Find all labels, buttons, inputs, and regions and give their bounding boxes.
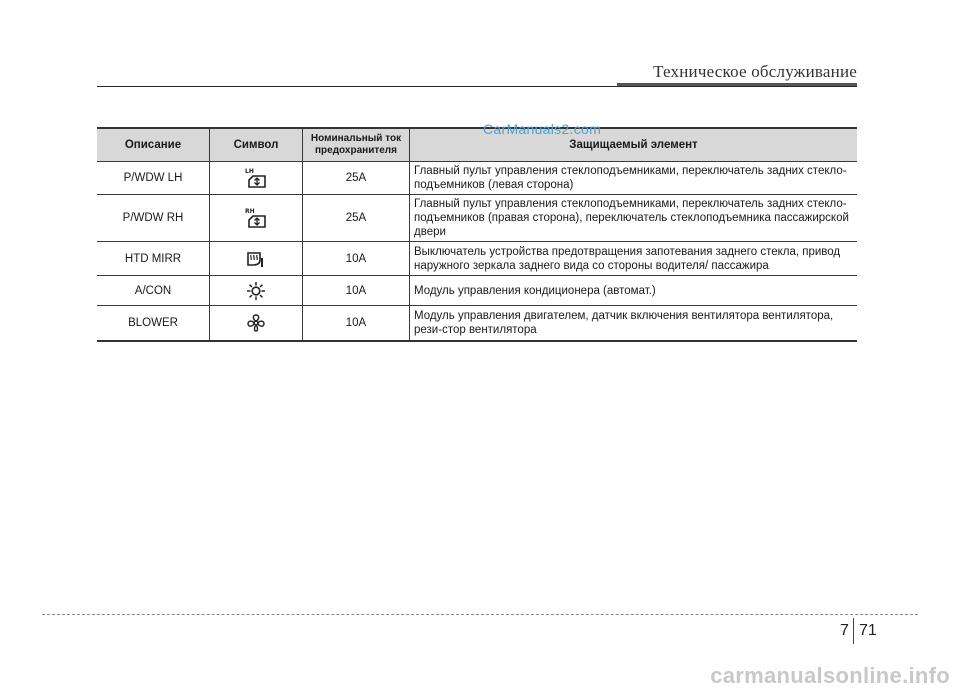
row-element: Модуль управления кондиционера (автомат.) xyxy=(410,276,858,306)
page-number: 71 xyxy=(859,622,877,639)
table-row xyxy=(97,195,857,242)
row-element: Главный пульт управления стеклоподъемниками, переключатель задних стекло-подъемников (левая сторона) xyxy=(410,162,858,195)
row-element: Выключатель устройства предотвращения запотевания заднего стекла, привод наружного зеркала заднего вида со стороны водителя/ пассажира xyxy=(410,242,858,276)
row-rating: 25A xyxy=(303,162,410,195)
header-rating xyxy=(303,128,410,162)
row-symbol xyxy=(210,242,303,276)
header-element: Защищаемый элемент xyxy=(410,128,858,162)
row-description: P/WDW LH xyxy=(97,162,210,195)
row-description: P/WDW RH xyxy=(97,195,210,242)
row-element: Главный пульт управления стеклоподъемниками, переключатель задних стекло-подъемников (правая сторона), переключатель стеклоподъемника пассажирской двери xyxy=(410,195,858,242)
header-rating-line2: предохранителя xyxy=(315,145,397,156)
row-rating: 10A xyxy=(303,276,410,306)
power-window-lh-icon xyxy=(245,167,267,189)
fuse-table xyxy=(97,127,857,342)
header-description: Описание xyxy=(97,128,210,162)
table-row xyxy=(97,276,857,306)
page-number-divider xyxy=(853,618,854,644)
row-symbol xyxy=(210,162,303,195)
row-element: Модуль управления двигателем, датчик включения вентилятора вентилятора, рези-стор вентилятора xyxy=(410,306,858,341)
table-row xyxy=(97,242,857,276)
watermark-bottom[interactable]: carmanualsonline.info xyxy=(710,663,950,688)
row-rating: 25A xyxy=(303,195,410,242)
table-row xyxy=(97,306,857,341)
blower-fan-icon xyxy=(245,312,267,334)
row-description: HTD MIRR xyxy=(97,242,210,276)
row-symbol xyxy=(210,195,303,242)
watermark-top: CarManuals2.com xyxy=(483,121,602,137)
row-description: A/CON xyxy=(97,276,210,306)
svg-text:RH: RH xyxy=(245,208,255,215)
footer-rule xyxy=(42,614,918,615)
row-rating: 10A xyxy=(303,242,410,276)
header-rating-line1: Номинальный ток xyxy=(310,133,402,144)
row-symbol xyxy=(210,276,303,306)
row-symbol xyxy=(210,306,303,341)
row-description: BLOWER xyxy=(97,306,210,341)
heated-mirror-icon xyxy=(245,248,267,270)
svg-text:LH: LH xyxy=(245,168,254,175)
row-rating: 10A xyxy=(303,306,410,341)
air-conditioner-icon xyxy=(245,280,267,302)
header-rule xyxy=(97,86,857,87)
section-title: Техническое обслуживание xyxy=(653,62,857,81)
table-row xyxy=(97,162,857,195)
power-window-rh-icon xyxy=(245,207,267,229)
table-header-row xyxy=(97,128,857,162)
chapter-number: 7 xyxy=(840,622,849,639)
header-symbol: Символ xyxy=(210,128,303,162)
